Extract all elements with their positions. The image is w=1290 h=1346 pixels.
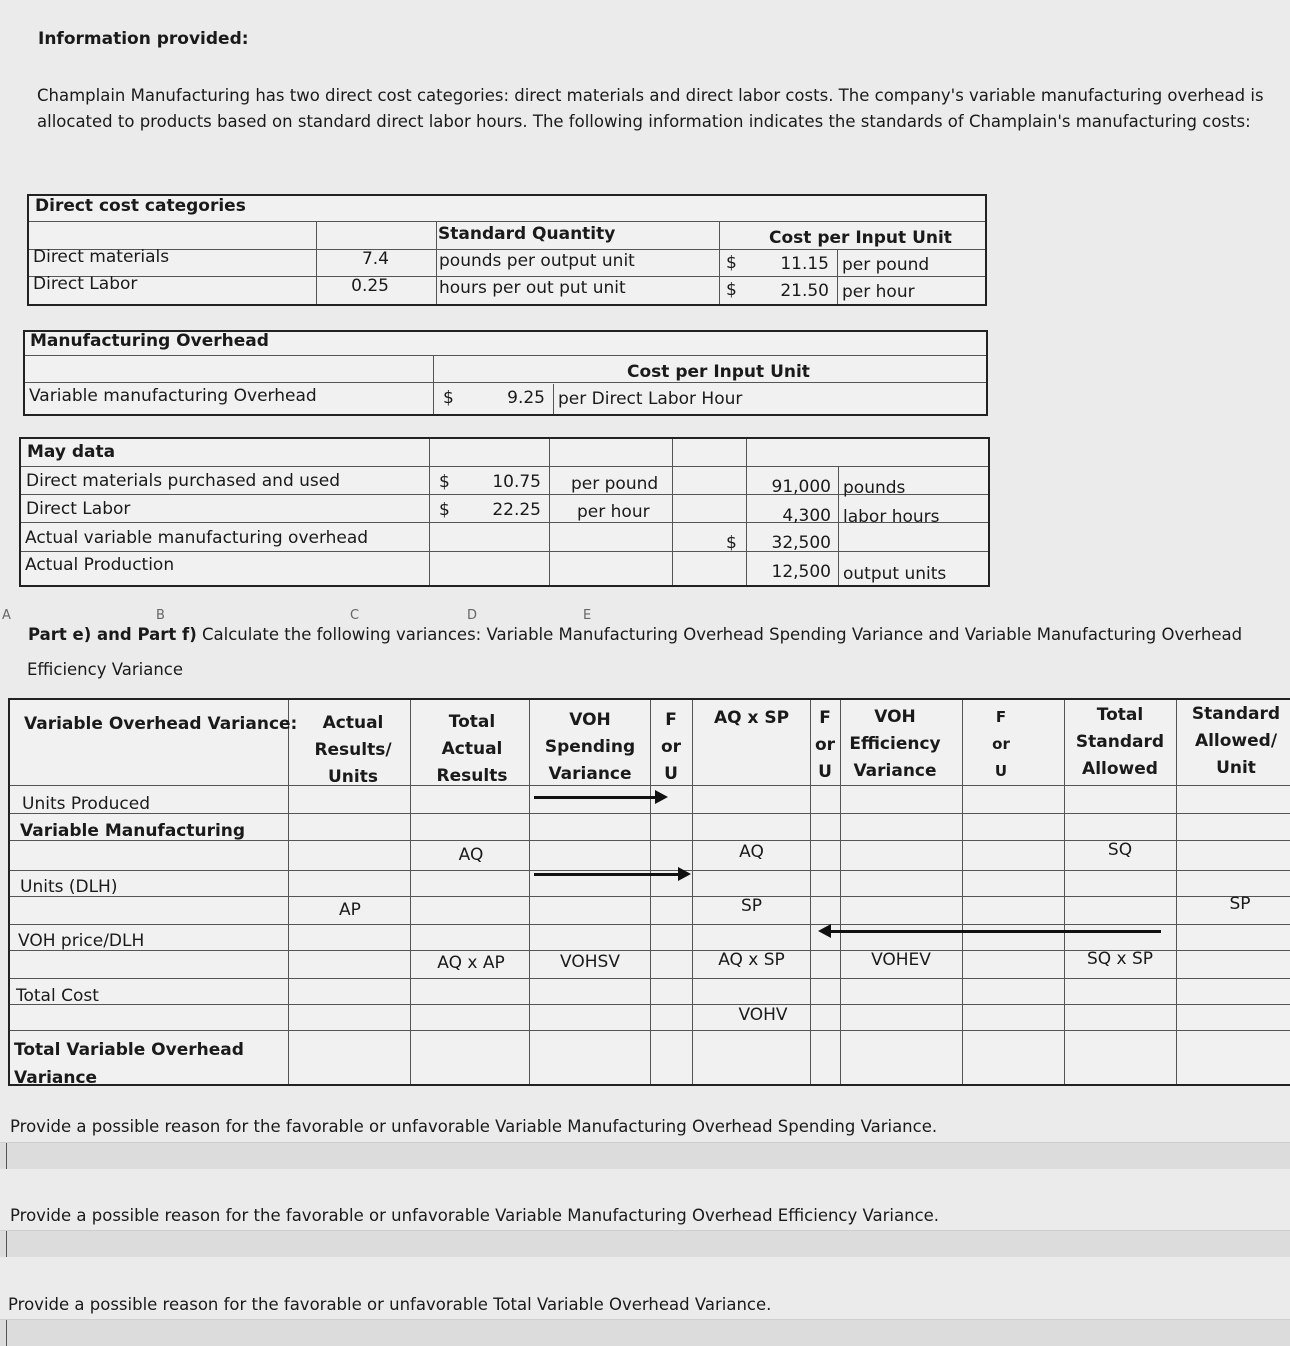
hdr-voh-spending: VOH Spending Variance [544,710,636,784]
direct-cost-title: Direct cost categories [35,196,246,216]
may-row-voh-currency: $ [726,533,737,553]
voh-label: Variable manufacturing Overhead [29,386,317,406]
may-data-table [19,437,990,587]
question-spending: Provide a possible reason for the favorable or unfavorable Variable Manufacturing Overhead Spending Variance. [10,1117,938,1136]
col-letter-d: D [467,608,478,623]
question-efficiency: Provide a possible reason for the favorable or unfavorable Variable Manufacturing Overhead Efficiency Variance. [10,1206,940,1225]
hdr-std-allowed: Standard Allowed/ Unit [1191,704,1281,778]
intro-line-2: allocated to products based on standard direct labor hours. The following information indicates the standards of Champlain's manufacturing costs: [37,112,1251,131]
may-row-dm-label: Direct materials purchased and used [26,471,341,491]
voh-per: per Direct Labor Hour [558,389,743,409]
row-variable-manufacturing: Variable Manufacturing [20,821,246,841]
row-units-produced: Units Produced [22,794,150,814]
row-total-voh-variance-1: Total Variable Overhead [14,1040,244,1060]
cell-sq-x-sp: SQ x SP [1086,949,1154,969]
cell-sp-2: SP [1229,894,1251,914]
cell-aq-x-ap: AQ x AP [437,953,505,973]
dl-per: per hour [842,282,915,302]
row-total-cost: Total Cost [16,986,99,1006]
cell-ap: AP [339,900,361,920]
intro-line-1: Champlain Manufacturing has two direct cost categories: direct materials and direct labor costs. The company's variable manufacturing overhead is [37,86,1264,105]
hdr-f-or-u-2: F or U [814,708,836,782]
hdr-aq-sp: AQ x SP [713,708,790,728]
may-row-voh-qty: 32,500 [771,533,831,553]
dl-cost: 21.50 [780,281,829,301]
col-letter-c: C [350,608,360,623]
may-row-dm-qty: 91,000 [771,477,831,497]
may-row-dl-per: per hour [577,502,650,522]
answer-field-efficiency[interactable] [0,1230,1290,1257]
dm-qty: 7.4 [361,249,389,269]
info-heading: Information provided: [38,29,249,49]
cell-vohsv: VOHSV [560,952,620,972]
may-row-dm-currency: $ [439,472,450,492]
row-units-dlh: Units (DLH) [20,877,118,897]
may-data-title: May data [27,442,116,462]
cell-sp-1: SP [740,896,763,916]
dm-unit: pounds per output unit [439,251,635,271]
col-letter-b: B [156,608,165,623]
row-total-voh-variance-2: Variance [14,1068,98,1088]
may-row-dm-per: per pound [571,474,659,494]
variance-title: Variable Overhead Variance: [24,714,298,734]
direct-cost-table [27,194,987,306]
part-text: Calculate the following variances: Variable Manufacturing Overhead Spending Variance and Variable Manufacturing Overhead [196,625,1243,644]
col-letter-e: E [583,608,592,623]
hdr-total-actual: Total Actual Results [436,712,508,786]
answer-field-spending[interactable] [0,1142,1290,1169]
part-label: Part e) and Part f) [28,625,197,644]
hdr-total-standard: Total Standard Allowed [1075,705,1165,779]
part-instruction-2: Efficiency Variance [27,660,184,679]
dm-currency: $ [726,253,737,273]
col-letter-a: A [2,608,11,623]
row-voh-price: VOH price/DLH [18,931,145,951]
may-row-prod-qty: 12,500 [771,562,831,582]
cell-aq-2: AQ [739,842,764,862]
may-row-dm-unit: pounds [843,478,906,498]
answer-field-total[interactable] [0,1319,1290,1346]
may-row-prod-unit: output units [843,564,947,584]
cell-aq-1: AQ [458,845,484,865]
question-total: Provide a possible reason for the favorable or unfavorable Total Variable Overhead Variance. [8,1295,772,1314]
voh-cost: 9.25 [507,388,545,408]
cell-sq: SQ [1107,840,1133,860]
may-row-dl-qty: 4,300 [782,506,831,526]
cell-aq-x-sp: AQ x SP [718,950,785,970]
cell-vohv: VOHV [738,1005,788,1025]
overhead-title: Manufacturing Overhead [30,331,269,351]
voh-currency: $ [443,388,454,408]
dm-per: per pound [842,255,930,275]
may-row-dl-price: 22.25 [492,500,541,520]
overhead-cost-header: Cost per Input Unit [627,362,810,382]
hdr-f-or-u-3: F or U [992,708,1010,780]
may-row-dm-price: 10.75 [492,472,541,492]
dl-qty: 0.25 [351,276,389,296]
may-row-prod-label: Actual Production [25,555,175,575]
dm-cost: 11.15 [780,254,829,274]
may-row-voh-label: Actual variable manufacturing overhead [25,528,369,548]
dl-unit: hours per out put unit [439,278,626,298]
hdr-voh-efficiency: VOH Efficiency Variance [849,707,941,781]
dl-label: Direct Labor [33,274,138,294]
part-instruction [28,623,1242,647]
hdr-f-or-u-1: F or U [660,710,682,784]
cell-vohev: VOHEV [871,950,931,970]
dl-currency: $ [726,280,737,300]
may-row-dl-unit: labor hours [843,507,940,527]
cost-per-input-header: Cost per Input Unit [769,228,952,248]
std-qty-header: Standard Quantity [438,224,616,244]
overhead-table [23,330,988,416]
may-row-dl-currency: $ [439,500,450,520]
dm-label: Direct materials [33,247,170,267]
hdr-actual: Actual Results/ Units [314,713,392,787]
variance-table [8,698,1290,1086]
may-row-dl-label: Direct Labor [26,499,131,519]
